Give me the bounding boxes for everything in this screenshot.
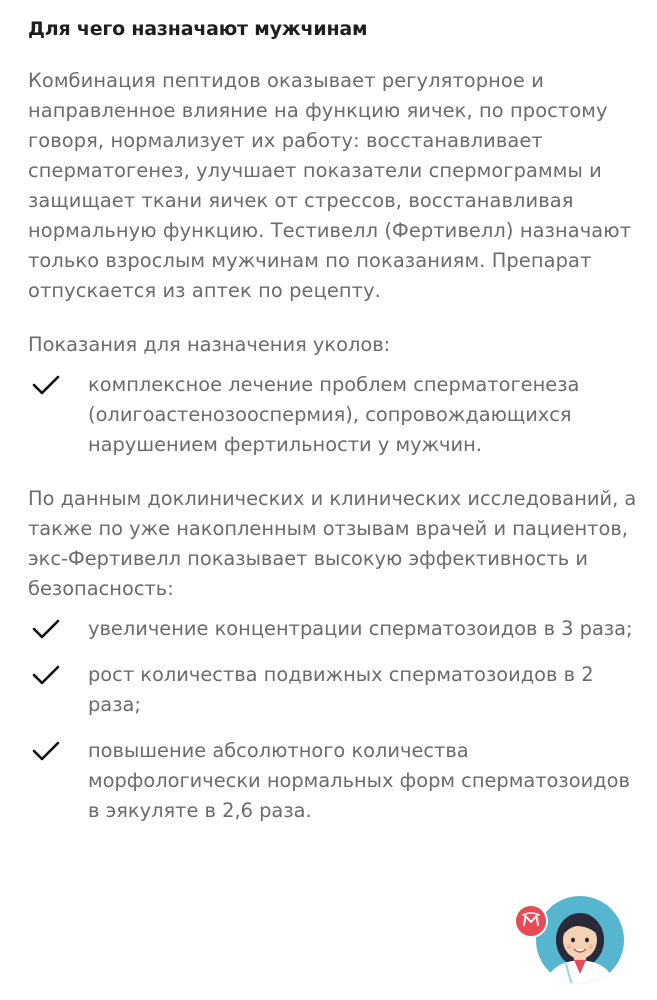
check-icon [32, 374, 60, 396]
list-item-text: комплексное лечение проблем сперматогенеза (олигоастенозооспермия), сопровождающихся нарушением фертильности у мужчин. [88, 373, 580, 456]
list-item [28, 614, 638, 644]
indications-list [28, 370, 638, 460]
consultant-chat-widget[interactable] [512, 896, 628, 988]
chat-bubble-icon[interactable] [514, 904, 548, 938]
list-item [28, 736, 638, 826]
list-item-text: повышение абсолютного количества морфологически нормальных форм сперматозоидов в эякуляте в 2,6 раза. [88, 739, 630, 822]
check-icon [32, 740, 60, 762]
intro-paragraph: Комбинация пептидов оказывает регуляторное и направленное влияние на функцию яичек, по простому говоря, нормализует их работу: восстанавливает сперматогенез, улучшает показатели спермограммы и защищает ткани яичек от стрессов, восстанавливая нормальную функцию. Тестивелл (Фертивелл) назначают только взрослым мужчинам по показаниям. Препарат отпускается из аптек по рецепту. [28, 69, 632, 302]
list-item-text: увеличение концентрации сперматозоидов в 3 раза; [88, 617, 633, 640]
efficacy-lead: По данным доклинических и клинических исследований, а также по уже накопленным отзывам врачей и пациентов, экс-Фертивелл показывает высокую эффективность и безопасность: [28, 487, 637, 600]
article [28, 14, 638, 850]
list-item [28, 370, 638, 460]
check-icon [32, 618, 60, 640]
chat-logo-glyph [516, 906, 546, 936]
indications-lead: Показания для назначения уколов: [28, 333, 391, 356]
article-title: Для чего назначают мужчинам [28, 18, 368, 40]
doctor-avatar[interactable] [536, 896, 624, 984]
list-item [28, 660, 638, 720]
efficacy-list [28, 614, 638, 826]
list-item-text: рост количества подвижных сперматозоидов в 2 раза; [88, 663, 594, 716]
doctor-avatar-illustration [536, 896, 624, 984]
check-icon [32, 664, 60, 686]
